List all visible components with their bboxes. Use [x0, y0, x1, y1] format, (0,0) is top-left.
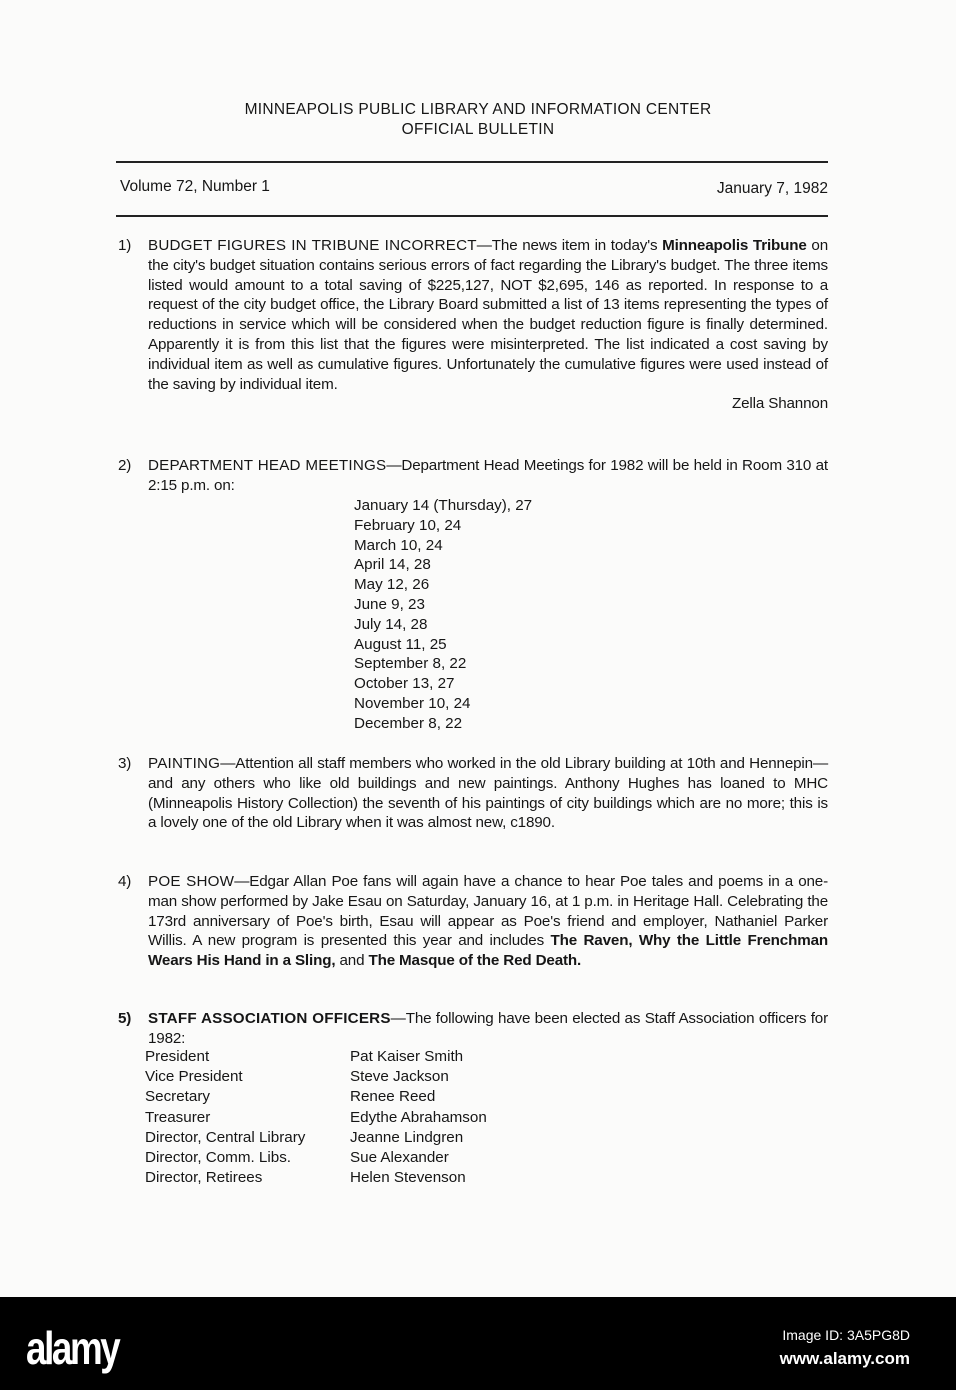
officer-row: [145, 1087, 487, 1107]
item-text: —The following have been elected as Staff Association officers for 1982:: [148, 1010, 828, 1047]
item-number: 5): [118, 1010, 132, 1027]
officer-name: Helen Stevenson: [350, 1169, 466, 1187]
officer-row: [145, 1148, 487, 1168]
officer-title: Director, Retirees: [145, 1169, 263, 1187]
item-painting: [118, 754, 828, 833]
item-number: 3): [118, 755, 132, 772]
item-text: and: [335, 952, 369, 970]
item-heading: BUDGET FIGURES IN TRIBUNE INCORRECT: [148, 237, 477, 254]
officer-row: [145, 1067, 487, 1087]
item-poe-show: [118, 872, 828, 971]
watermark-logo: alamy: [26, 1322, 119, 1374]
meeting-date: July 14, 28: [354, 615, 428, 633]
newspaper-name: Minneapolis Tribune: [662, 237, 807, 254]
item-number: 4): [118, 873, 132, 890]
divider-top: [116, 161, 828, 163]
meeting-date: May 12, 26: [354, 576, 430, 594]
watermark-image-id: Image ID: 3A5PG8D: [782, 1327, 910, 1343]
meeting-date: August 11, 25: [354, 635, 447, 653]
item-number: 1): [118, 237, 132, 254]
volume-number: Volume 72, Number 1: [120, 178, 270, 195]
meeting-date: September 8, 22: [354, 655, 467, 673]
meeting-dates-list: [354, 496, 532, 734]
signature: Zella Shannon: [732, 395, 828, 413]
divider-bottom: [116, 215, 828, 217]
meeting-date: June 9, 23: [354, 595, 425, 613]
officer-row: [145, 1168, 487, 1188]
meeting-date: February 10, 24: [354, 516, 462, 534]
officers-table: [145, 1047, 487, 1188]
officer-row: [145, 1128, 487, 1148]
officer-row: [145, 1047, 487, 1067]
item-heading: PAINTING: [148, 755, 221, 772]
officer-name: Pat Kaiser Smith: [350, 1048, 464, 1065]
officer-row: [145, 1108, 487, 1128]
meeting-date: March 10, 24: [354, 536, 443, 554]
item-staff-officers: [118, 1009, 828, 1049]
item-text: on the city's budget situation contains serious errors of fact regarding the Library's budget. The three items listed would amount to a total saving of $225,127, NOT $2,695, 146 as reported. In response to a request of the city budget office, the Library Board submitted a list of 13 items representing the types of reductions in service which will be considered when the budget reduction figure is finally determined. Apparently it is from this list that the figures were misinterpreted. The list indicated a cost saving by individual item as well as cumulative figures. Unfortunately the cumulative figures were used instead of the saving by individual item.: [148, 237, 828, 393]
officer-title: Vice President: [145, 1068, 243, 1086]
item-text: —Attention all staff members who worked in the old Library building at 10th and Hennepin—and any others who like old buildings and new paintings. Anthony Hughes has loaned to MHC (Minneapolis History Collection) the seventh of his paintings of city buildings which are no more; this is a lovely one of the old Library when it was almost new, c1890.: [148, 755, 828, 832]
item-heading: POE SHOW: [148, 873, 235, 890]
item-text: —Edgar Allan Poe fans will again have a chance to hear Poe tales and poems in a one-man show performed by Jake Esau on Saturday, January 16, at 1 p.m. in Heritage Hall. Celebrating the 173rd anniversary of Poe's birth, Esau will appear as Poe's friend and employer, Nathaniel Parker Willis. A new program is presented this year and includes: [148, 873, 829, 950]
item-department-meetings: [118, 456, 828, 496]
officer-name: Steve Jackson: [350, 1068, 449, 1086]
bulletin-title: OFFICIAL BULLETIN: [401, 121, 555, 138]
meeting-date: April 14, 28: [354, 556, 431, 574]
item-budget-figures: [118, 236, 828, 414]
watermark-url: www.alamy.com: [779, 1349, 910, 1368]
officer-name: Jeanne Lindgren: [350, 1128, 464, 1146]
meeting-date: December 8, 22: [354, 714, 463, 732]
program-title: The Masque of the Red Death.: [368, 952, 582, 970]
item-number: 2): [118, 457, 132, 474]
officer-title: President: [145, 1048, 210, 1065]
officer-title: Secretary: [145, 1088, 210, 1106]
item-text: —Department Head Meetings for 1982 will be held in Room 310 at 2:15 p.m. on:: [148, 457, 828, 494]
officer-title: Director, Central Library: [145, 1128, 306, 1146]
officer-name: Renee Reed: [350, 1088, 436, 1106]
meeting-date: November 10, 24: [354, 694, 471, 712]
issue-date: January 7, 1982: [716, 180, 828, 197]
officer-title: Treasurer: [145, 1108, 211, 1126]
item-heading: DEPARTMENT HEAD MEETINGS: [148, 457, 387, 474]
meeting-date: October 13, 27: [354, 675, 455, 693]
item-text: —The news item in today's: [476, 237, 663, 254]
item-heading: STAFF ASSOCIATION OFFICERS: [148, 1010, 391, 1027]
officer-name: Edythe Abrahamson: [350, 1108, 487, 1126]
program-titles: The Raven, Why the Little Frenchman Wears His Hand in a Sling,: [148, 932, 828, 970]
meeting-date: January 14 (Thursday), 27: [354, 497, 533, 514]
watermark-bar: [0, 1297, 956, 1390]
organization-name: MINNEAPOLIS PUBLIC LIBRARY AND INFORMATION CENTER: [244, 101, 712, 118]
officer-title: Director, Comm. Libs.: [145, 1149, 292, 1167]
officer-name: Sue Alexander: [350, 1149, 449, 1167]
